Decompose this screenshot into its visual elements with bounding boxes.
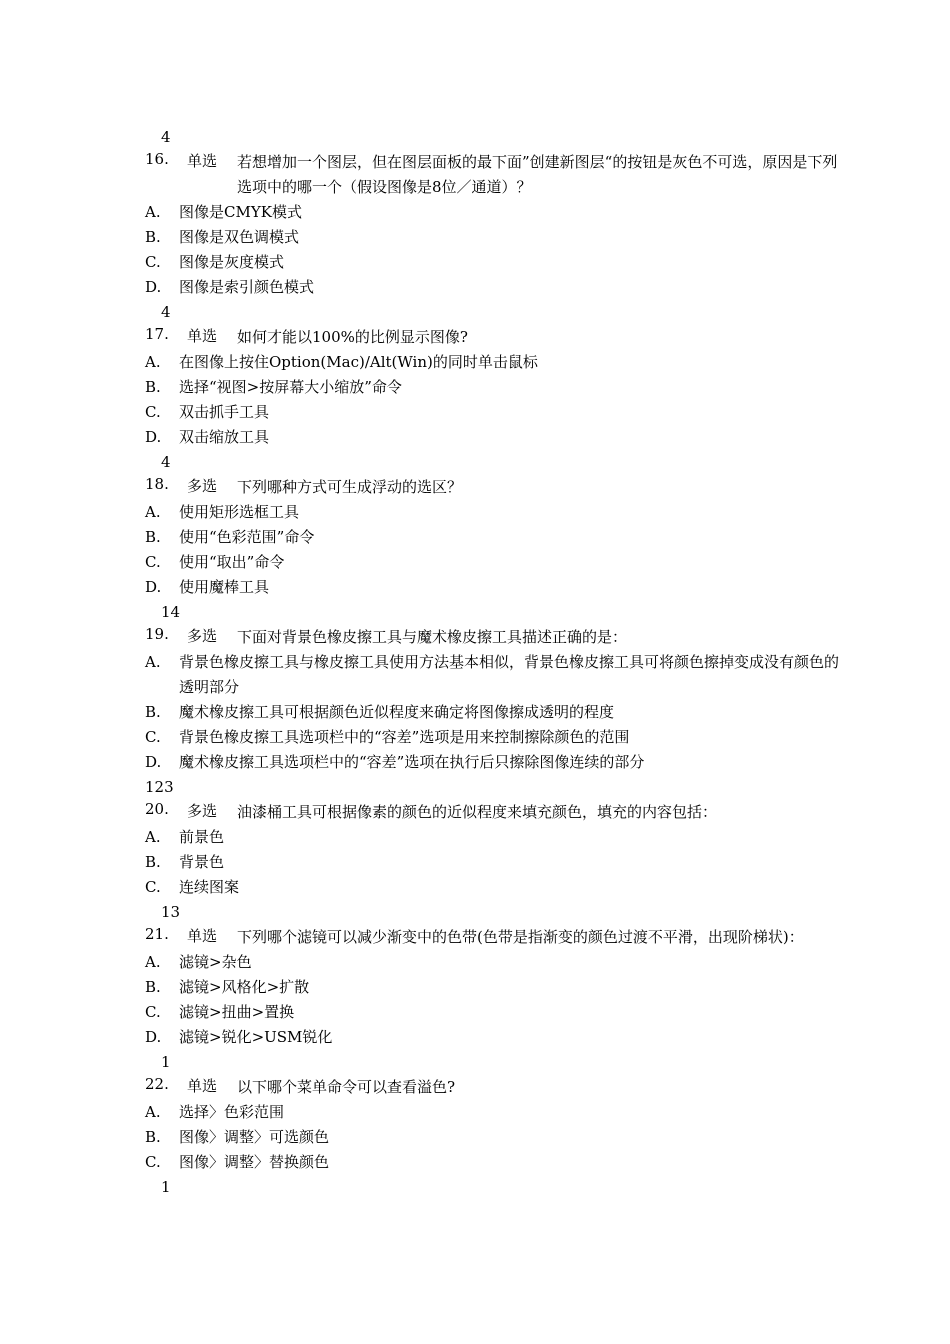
option-item bbox=[145, 1025, 845, 1050]
option-item bbox=[145, 825, 845, 850]
option-item bbox=[145, 225, 845, 250]
option-item bbox=[145, 1150, 845, 1175]
option-letter: A. bbox=[145, 503, 161, 521]
question-number: 16. bbox=[145, 150, 169, 168]
option-letter: A. bbox=[145, 1103, 161, 1121]
option-item bbox=[145, 200, 845, 225]
option-letter: D. bbox=[145, 278, 162, 296]
option-letter: D. bbox=[145, 428, 162, 446]
option-item bbox=[145, 250, 845, 275]
question-text: 如何才能以100%的比例显示图像? bbox=[237, 328, 468, 346]
question-number: 21. bbox=[145, 925, 169, 943]
option-letter: A. bbox=[145, 353, 161, 371]
option-text: 选择“视图>按屏幕大小缩放”命令 bbox=[179, 378, 402, 396]
question-header bbox=[145, 800, 845, 825]
question-block bbox=[145, 150, 845, 325]
option-letter: D. bbox=[145, 578, 162, 596]
option-item bbox=[145, 525, 845, 550]
option-text: 使用“色彩范围”命令 bbox=[179, 528, 315, 546]
question-text: 油漆桶工具可根据像素的颜色的近似程度来填充颜色，填充的内容包括： bbox=[237, 803, 718, 821]
option-item bbox=[145, 400, 845, 425]
question-header bbox=[145, 475, 845, 500]
question-type: 多选 bbox=[187, 477, 218, 495]
option-text: 图像〉调整〉可选颜色 bbox=[179, 1128, 330, 1146]
option-letter: B. bbox=[145, 853, 161, 871]
answer-key: 4 bbox=[161, 128, 171, 146]
option-text: 使用魔棒工具 bbox=[179, 578, 270, 596]
question-type: 多选 bbox=[187, 802, 218, 820]
option-text: 前景色 bbox=[179, 828, 225, 846]
option-text: 图像是索引颜色模式 bbox=[179, 278, 315, 296]
option-letter: A. bbox=[145, 203, 161, 221]
option-letter: C. bbox=[145, 403, 161, 421]
option-text: 双击缩放工具 bbox=[179, 428, 270, 446]
option-text: 滤镜>锐化>USM锐化 bbox=[179, 1028, 333, 1046]
question-text: 下面对背景色橡皮擦工具与魔术橡皮擦工具描述正确的是： bbox=[237, 628, 628, 646]
option-text: 滤镜>杂色 bbox=[179, 953, 252, 971]
option-letter: C. bbox=[145, 253, 161, 271]
answer-key: 1 bbox=[161, 1053, 171, 1071]
question-block bbox=[145, 925, 845, 1075]
question-text: 下列哪个滤镜可以减少渐变中的色带(色带是指渐变的颜色过渡不平滑，出现阶梯状)： bbox=[237, 928, 804, 946]
question-block bbox=[145, 325, 845, 475]
question-text: 以下哪个菜单命令可以查看溢色? bbox=[237, 1078, 456, 1096]
option-letter: D. bbox=[145, 1028, 162, 1046]
option-letter: B. bbox=[145, 528, 161, 546]
question-header bbox=[145, 1075, 845, 1100]
option-letter: B. bbox=[145, 228, 161, 246]
option-text: 滤镜>扭曲>置换 bbox=[179, 1003, 295, 1021]
answer-key: 4 bbox=[161, 303, 171, 321]
option-letter: D. bbox=[145, 753, 162, 771]
option-item bbox=[145, 725, 845, 750]
answer-key: 1 bbox=[161, 1178, 171, 1196]
option-text: 选择〉色彩范围 bbox=[179, 1103, 285, 1121]
option-item bbox=[145, 700, 845, 725]
option-item bbox=[145, 550, 845, 575]
answer-key: 123 bbox=[145, 778, 174, 796]
question-header bbox=[145, 325, 845, 350]
question-block bbox=[145, 625, 845, 800]
option-text: 双击抓手工具 bbox=[179, 403, 270, 421]
option-letter: B. bbox=[145, 978, 161, 996]
question-text: 若想增加一个图层，但在图层面板的最下面”创建新图层“的按钮是灰色不可选，原因是下列选项中的哪一个（假设图像是8位／通道）？ bbox=[237, 153, 838, 196]
question-type: 单选 bbox=[187, 1077, 218, 1095]
option-item bbox=[145, 350, 845, 375]
option-item bbox=[145, 975, 845, 1000]
option-letter: B. bbox=[145, 703, 161, 721]
option-item bbox=[145, 500, 845, 525]
option-text: 使用“取出”命令 bbox=[179, 553, 285, 571]
question-block bbox=[145, 475, 845, 625]
question-number: 17. bbox=[145, 325, 169, 343]
option-text: 滤镜>风格化>扩散 bbox=[179, 978, 310, 996]
option-letter: C. bbox=[145, 1003, 161, 1021]
question-header bbox=[145, 150, 845, 200]
option-item bbox=[145, 950, 845, 975]
option-item bbox=[145, 375, 845, 400]
option-item bbox=[145, 650, 845, 700]
option-text: 背景色 bbox=[179, 853, 225, 871]
question-list bbox=[145, 125, 845, 1200]
option-text: 图像是灰度模式 bbox=[179, 253, 285, 271]
option-letter: A. bbox=[145, 828, 161, 846]
option-letter: C. bbox=[145, 878, 161, 896]
answer-key: 13 bbox=[161, 903, 181, 921]
question-type: 多选 bbox=[187, 627, 218, 645]
option-text: 魔术橡皮擦工具选项栏中的“容差”选项在执行后只擦除图像连续的部分 bbox=[179, 753, 645, 771]
option-text: 图像是双色调模式 bbox=[179, 228, 300, 246]
question-type: 单选 bbox=[187, 927, 218, 945]
question-number: 22. bbox=[145, 1075, 169, 1093]
option-text: 背景色橡皮擦工具与橡皮擦工具使用方法基本相似，背景色橡皮擦工具可将颜色擦掉变成没有颜色的透明部分 bbox=[179, 653, 840, 696]
option-item bbox=[145, 850, 845, 875]
option-text: 连续图案 bbox=[179, 878, 240, 896]
question-number: 18. bbox=[145, 475, 169, 493]
option-letter: A. bbox=[145, 653, 161, 671]
answer-key: 4 bbox=[161, 453, 171, 471]
option-letter: C. bbox=[145, 1153, 161, 1171]
question-header bbox=[145, 925, 845, 950]
option-item bbox=[145, 875, 845, 900]
answer-key: 14 bbox=[161, 603, 181, 621]
question-type: 单选 bbox=[187, 327, 218, 345]
option-text: 在图像上按住Option(Mac)/Alt(Win)的同时单击鼠标 bbox=[179, 353, 538, 371]
option-text: 图像是CMYK模式 bbox=[179, 203, 302, 221]
question-number: 20. bbox=[145, 800, 169, 818]
question-block bbox=[145, 1075, 845, 1200]
option-item bbox=[145, 575, 845, 600]
option-text: 魔术橡皮擦工具可根据颜色近似程度来确定将图像擦成透明的程度 bbox=[179, 703, 615, 721]
question-block bbox=[145, 800, 845, 925]
option-item bbox=[145, 1125, 845, 1150]
option-letter: A. bbox=[145, 953, 161, 971]
option-letter: B. bbox=[145, 378, 161, 396]
option-letter: C. bbox=[145, 553, 161, 571]
option-text: 使用矩形选框工具 bbox=[179, 503, 300, 521]
question-type: 单选 bbox=[187, 152, 218, 170]
question-header bbox=[145, 625, 845, 650]
question-number: 19. bbox=[145, 625, 169, 643]
option-item bbox=[145, 275, 845, 300]
option-item bbox=[145, 1100, 845, 1125]
option-item bbox=[145, 750, 845, 775]
option-item bbox=[145, 425, 845, 450]
option-letter: C. bbox=[145, 728, 161, 746]
option-item bbox=[145, 1000, 845, 1025]
option-text: 背景色橡皮擦工具选项栏中的“容差”选项是用来控制擦除颜色的范围 bbox=[179, 728, 630, 746]
option-text: 图像〉调整〉替换颜色 bbox=[179, 1153, 330, 1171]
question-text: 下列哪种方式可生成浮动的选区？ bbox=[237, 478, 463, 496]
option-letter: B. bbox=[145, 1128, 161, 1146]
